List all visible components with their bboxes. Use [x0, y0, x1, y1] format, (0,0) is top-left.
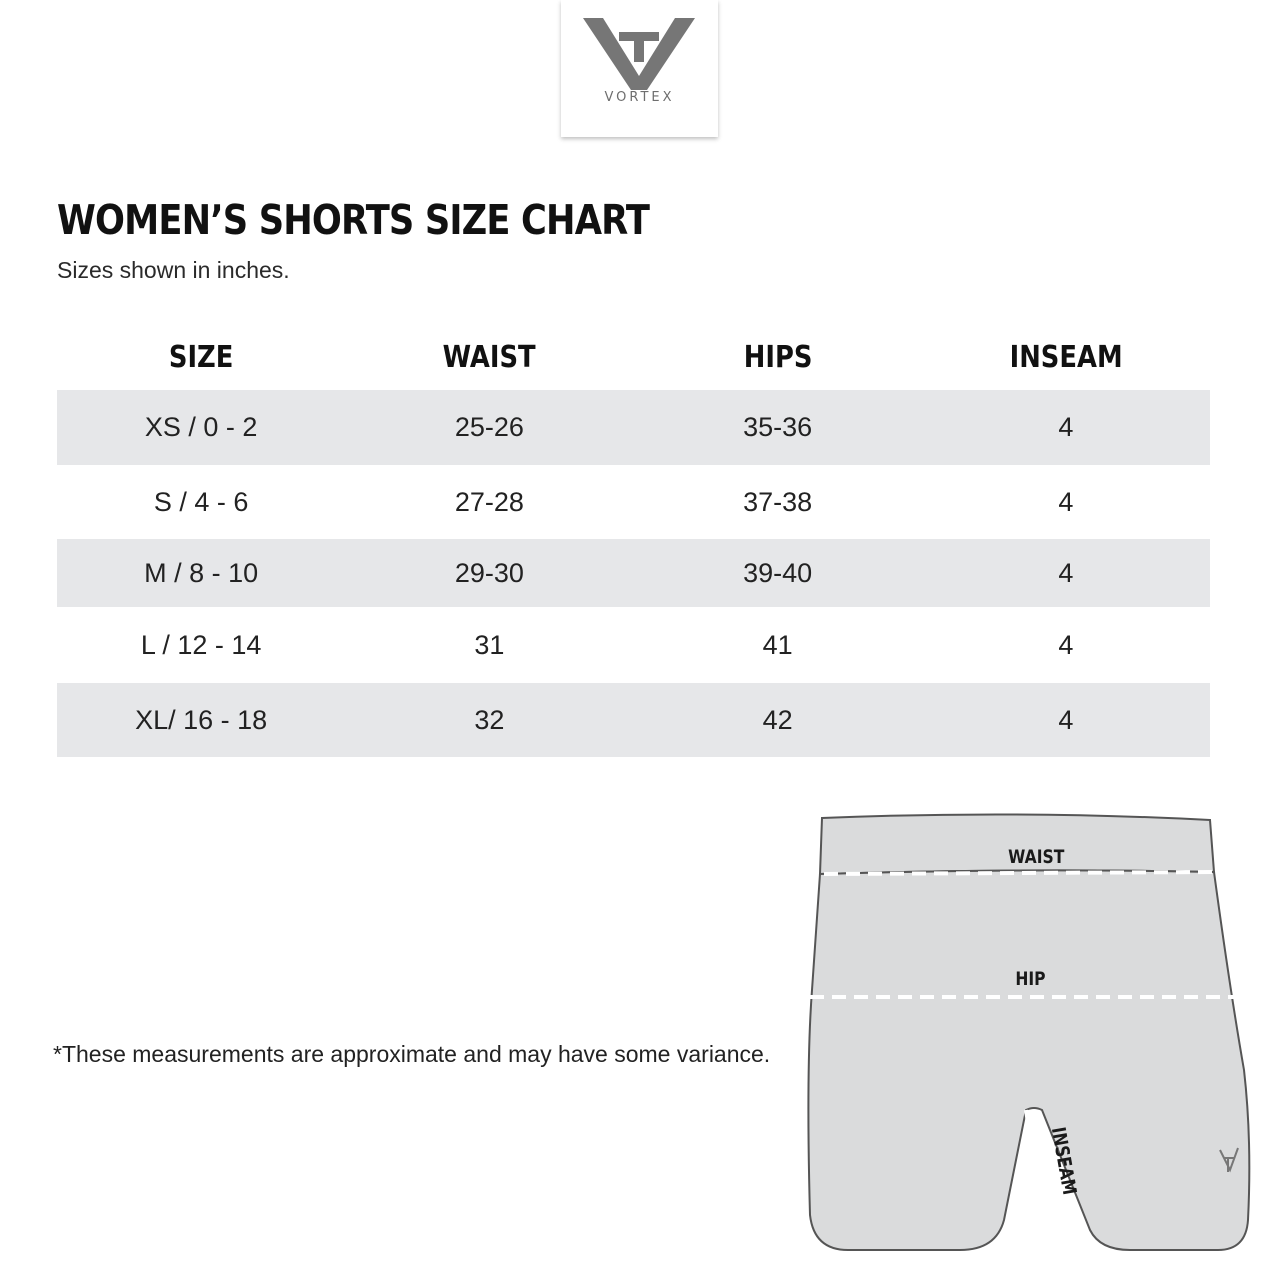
waist-label: WAIST — [1008, 846, 1065, 868]
shorts-measurement-diagram — [800, 810, 1260, 1270]
brand-logo — [561, 0, 718, 137]
inseam-cell: 4 — [1058, 629, 1074, 660]
size-chart-table — [57, 325, 1210, 757]
table-row — [57, 539, 1210, 607]
inseam-cell: 4 — [1058, 412, 1074, 442]
size-cell: XS / 0 - 2 — [144, 412, 258, 442]
column-header-size: SIZE — [168, 340, 234, 375]
vortex-logo-icon — [583, 14, 696, 90]
size-cell: L / 12 - 14 — [140, 629, 262, 660]
size-cell: XL/ 16 - 18 — [135, 704, 268, 735]
inseam-cell: 4 — [1058, 557, 1074, 588]
size-cell: S / 4 - 6 — [153, 486, 249, 517]
column-header-hips: HIPS — [743, 340, 812, 375]
measurement-disclaimer: *These measurements are approximate and may have some variance. — [53, 1041, 771, 1067]
waist-cell: 29-30 — [454, 557, 524, 588]
waist-cell: 27-28 — [454, 486, 524, 517]
hips-cell: 39-40 — [743, 557, 813, 588]
page-title: WOMEN’S SHORTS SIZE CHART — [57, 196, 650, 244]
table-row — [57, 465, 1210, 539]
waist-cell: 25-26 — [454, 412, 524, 442]
waist-cell: 31 — [474, 629, 505, 660]
column-header-inseam: INSEAM — [1009, 340, 1123, 375]
table-header-row — [57, 325, 1210, 390]
inseam-cell: 4 — [1058, 486, 1074, 517]
column-header-waist: WAIST — [442, 340, 536, 375]
size-cell: M / 8 - 10 — [144, 557, 259, 588]
hips-cell: 42 — [762, 704, 793, 735]
hips-cell: 35-36 — [743, 412, 813, 442]
brand-wordmark: VORTEX — [604, 90, 675, 105]
hip-label: HIP — [1015, 968, 1046, 990]
table-row — [57, 607, 1210, 683]
hips-cell: 41 — [762, 629, 793, 660]
shorts-illustration — [800, 810, 1260, 1270]
page-subtitle: Sizes shown in inches. — [57, 257, 290, 283]
table-row — [57, 683, 1210, 757]
hips-cell: 37-38 — [743, 486, 813, 517]
inseam-cell: 4 — [1058, 704, 1074, 735]
table-row — [57, 390, 1210, 465]
waist-cell: 32 — [474, 704, 505, 735]
inseam-label: INSEAM — [1046, 1125, 1081, 1197]
